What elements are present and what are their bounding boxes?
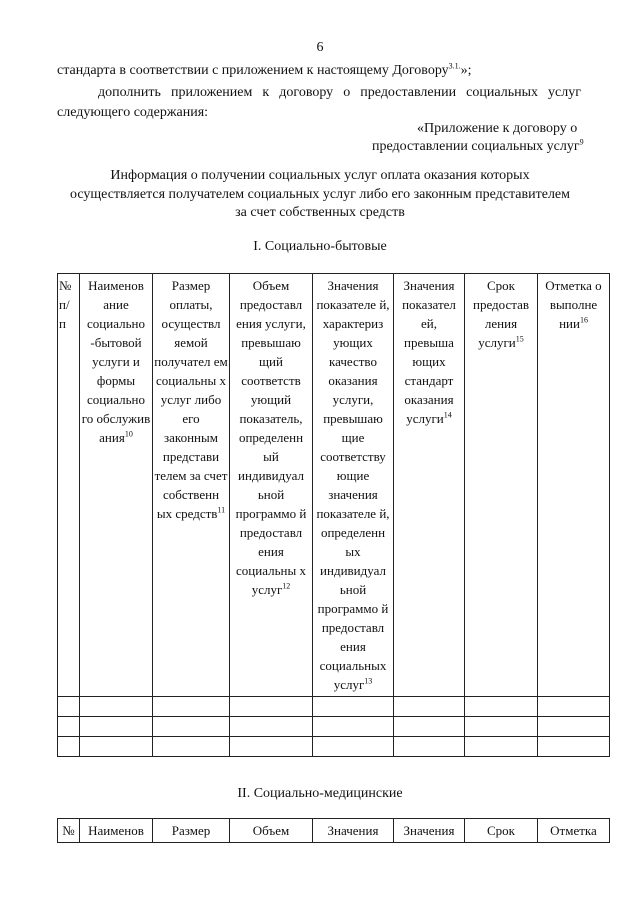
table-cell[interactable] [58,737,80,757]
table-cell[interactable] [153,717,230,737]
column-header: № [58,819,80,843]
column-header: Размер [153,819,230,843]
table-header-row [58,274,610,697]
table-cell[interactable] [230,717,313,737]
table-cell[interactable] [80,697,153,717]
intro-line-1: стандарта в соответствии с приложением к настоящему Договору$^{3.1.}$»; [57,61,472,78]
table-cell[interactable] [538,717,610,737]
column-header: Значения показателе й, характериз ующих качество оказания услуги, превышаю щие соответству ющие значения показателе й, определенн ых индивидуал ьной программо й предоставл ения социальных услуг$^{13}$ [313,274,394,697]
appendix-line-1: «Приложение к договору о [417,121,578,136]
table-cell[interactable] [153,737,230,757]
column-header: Отметка о выполне нии$^{16}$ [538,274,610,697]
table-cell[interactable] [153,697,230,717]
table-cell[interactable] [465,717,538,737]
table-cell[interactable] [80,737,153,757]
table-row [58,717,610,737]
social-services-table [57,273,610,757]
table-cell[interactable] [465,737,538,757]
column-header: Срок [465,819,538,843]
column-header: Значения [394,819,465,843]
section-1-title: I. Социально-бытовые [253,239,387,254]
column-header: Значения [313,819,394,843]
intro-line-3: следующего содержания: [57,105,209,120]
table-cell[interactable] [394,697,465,717]
table-cell[interactable] [394,737,465,757]
table-cell[interactable] [538,697,610,717]
column-header: Объем [230,819,313,843]
column-header: Отметка [538,819,610,843]
intro-line-2: дополнить приложением к договору о предоставлении социальных услуг [98,85,581,100]
page-number: 6 [316,40,324,55]
section-2-title: II. Социально-медицинские [237,786,403,801]
table-cell[interactable] [58,697,80,717]
table-cell[interactable] [80,717,153,737]
table-cell[interactable] [394,717,465,737]
heading-line-3: за счет собственных средств [235,205,405,220]
table-cell[interactable] [313,717,394,737]
column-header: Срок предостав ления услуги$^{15}$ [465,274,538,697]
heading-line-1: Информация о получении социальных услуг оплата оказания которых [110,168,530,183]
medical-services-table [57,818,610,843]
table-cell[interactable] [230,697,313,717]
column-header: Наименов [80,819,153,843]
table-cell[interactable] [58,717,80,737]
table-cell[interactable] [313,697,394,717]
table-cell[interactable] [465,697,538,717]
appendix-line-2: предоставлении социальных услуг$^9$ [372,137,584,154]
table-row [58,737,610,757]
table-cell[interactable] [538,737,610,757]
table-cell[interactable] [230,737,313,757]
table-header-row [58,819,610,843]
column-header: Наименов ание социально -бытовой услуги и формы социально го обслужив ания$^{10}$ [80,274,153,697]
column-header: Размер оплаты, осуществл яемой получател ем социальны х услуг либо его законным представи телем за счет собственн ых средств$^{11}$ [153,274,230,697]
column-header: Значения показател ей, превыша ющих стандарт оказания услуги$^{14}$ [394,274,465,697]
table-cell[interactable] [313,737,394,757]
column-header: № п/ п [58,274,80,697]
heading-line-2: осуществляется получателем социальных услуг либо его законным представителем [69,187,571,202]
column-header: Объем предоставл ения услуги, превышаю щий соответств ующий показатель, определенн ый индивидуал ьной программо й предоставл ения социальны х услуг$^{12}$ [230,274,313,697]
table-row [58,697,610,717]
